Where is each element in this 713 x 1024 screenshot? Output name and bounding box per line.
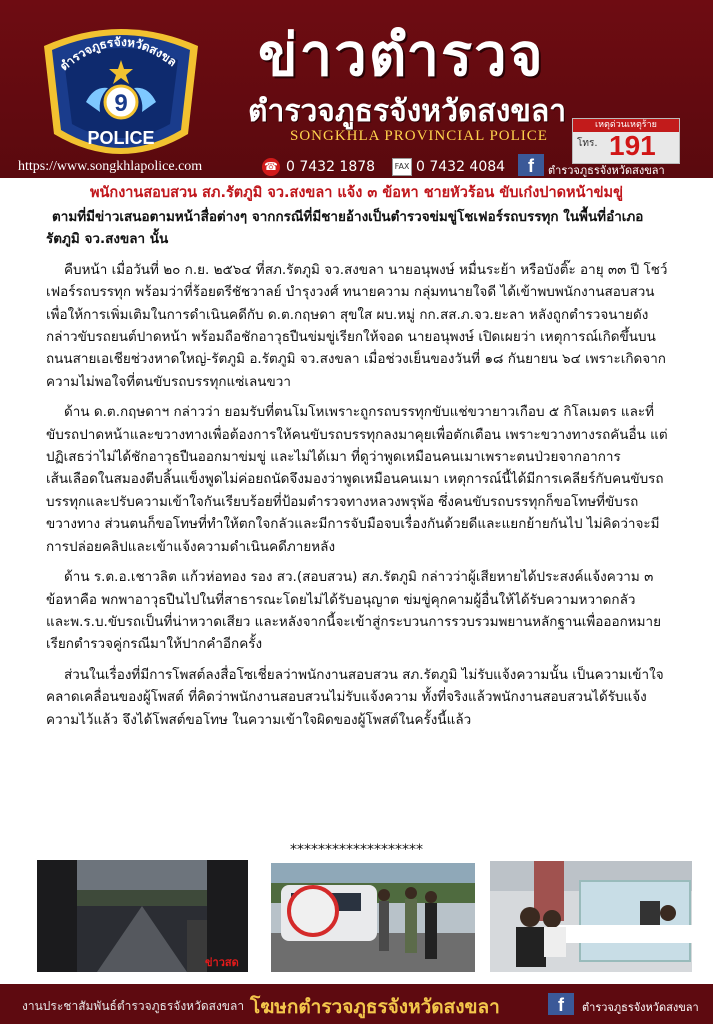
fax-icon: FAX [392, 158, 412, 176]
footer-spokesperson: โฆษกตำรวจภูธรจังหวัดสงขลา [250, 996, 500, 1018]
hotline-top-text: เหตุด่วนเหตุร้าย [573, 119, 679, 132]
phone-number: 0 7432 1878 [286, 159, 376, 175]
article-paragraph-3: ด้าน ร.ต.อ.เชาวลิต แก้วห่อทอง รอง สว.(สอบสวน) สภ.รัตภูมิ กล่าวว่าผู้เสียหายได้ประสงค์แจ้งความ ๓ ข้อหาคือ พกพาอาวุธปืนไปในที่สาธารณะโดยไม่ได้รับอนุญาต ข่มขู่คุกคามผู้อื่นให้ได้รับความหวาดกลัว และพ.ร.บ.ขับรถเป็นที่น่าหวาดเสียว และหลังจากนี้จะเข้าสู่กระบวนการรวบรวมพยานหลักฐานเพื่อออกหมายเรียกตำรวจคู่กรณีมาให้ปากคำอีกครั้ง [46, 569, 662, 653]
page-title: ข่าวตำรวจ [258, 21, 545, 89]
facebook-icon[interactable]: f [548, 993, 574, 1015]
footer-bar [0, 984, 713, 1024]
photo-road-clip [37, 860, 248, 972]
facebook-icon[interactable]: f [518, 154, 544, 176]
fax-number: 0 7432 4084 [416, 159, 506, 175]
photo-officers-van [271, 863, 475, 972]
article-paragraph-4: ส่วนในเรื่องที่มีการโพสต์ลงสื่อโซเชี่ยลว่าพนักงานสอบสวน สภ.รัตภูมิ ไม่รับแจ้งความนั้น เป็นความเข้าใจคลาดเคลื่อนของผู้โพสต์ ที่คิดว่าพนักงานสอบสวนไม่รับแจ้งความ ทั้งที่จริงแล้วพนักงานสอบสวนได้รับแจ้งความไว้แล้ว จึงได้โพสต์ขอโทษ ในความเข้าใจผิดของผู้โพสต์ในครั้งนี้แล้ว [46, 666, 664, 728]
article-paragraph-2: ด้าน ด.ต.กฤษดาฯ กล่าวว่า ยอมรับที่ตนโมโหเพราะถูกรถบรรทุกขับแช่ขวายาวเกือบ ๕ กิโลเมตร และที่ขับรถปาดหน้าและขวางทางเพื่อต้องการให้คนขับรถบรรทุกลงมาคุยเพื่อตักเตือน เพราะขวางทางรถคันอื่น แต่ปฏิเสธว่าไม่ได้ชักอาวุธปืนออกมาข่มขู่ และไม่ได้เมา ที่ดูว่าพูดเหมือนคนเมาเพราะตนป่วยจากอาการเส้นเลือดในสมองตีบลิ้นแข็งพูดไม่ค่อยถนัดจึงมองว่าพูดเหมือนคนเมา เหตุการณ์นี้ได้มีการเคลียร์กับคนขับรถบรรทุกและปรับความเข้าใจกันเรียบร้อยที่ป้อมตำรวจทางหลวงพรุพ้อ ซึ่งคนขับรถบรรทุกก็ขอโทษที่ขับรถขวางทาง ส่วนตนก็ขอโทษที่ทำให้ตกใจกลัวและมีการจับมือจบเรื่องกันด้วยดีและแยกย้ายกันไป ไม่คิดว่าจะมีการปล่อยคลิปและเข้าแจ้งความดำเนินคดีภายหลัง [46, 404, 668, 555]
badge-number: 9 [114, 90, 128, 117]
facebook-page-name[interactable]: ตำรวจภูธรจังหวัดสงขลา [548, 164, 665, 177]
page-subtitle-english: SONGKHLA PROVINCIAL POLICE [290, 128, 548, 144]
website-link[interactable]: https://www.songkhlapolice.com [18, 159, 203, 174]
phone-icon: ☎ [262, 158, 280, 176]
article-lead: ตามที่มีข่าวเสนอตามหน้าสื่อต่างๆ จากกรณีที่มีชายอ้างเป็นตำรวจข่มขู่โชเฟอร์รถบรรทุก ในพื้นที่อำเภอรัตภูมิ จว.สงขลา นั้น [46, 209, 644, 248]
contact-bar [0, 156, 713, 178]
photo-caption: ข่าวสด [205, 956, 239, 969]
page-subtitle: ตำรวจภูธรจังหวัดสงขลา [248, 94, 567, 129]
badge-ring-text: ตำรวจภูธรจังหวัดสงขล [57, 34, 180, 74]
hotline-number: 191 [609, 130, 656, 161]
header-banner [0, 0, 713, 178]
police-badge-icon [38, 16, 204, 164]
photo-police-office [490, 861, 692, 972]
footer-facebook-page-name[interactable]: ตำรวจภูธรจังหวัดสงขลา [582, 1001, 699, 1014]
article-headline: พนักงานสอบสวน สภ.รัตภูมิ จว.สงขลา แจ้ง ๓ ข้อหา ชายหัวร้อน ขับเก๋งปาดหน้าข่มขู่ [89, 185, 624, 201]
separator: ******************* [290, 842, 423, 858]
footer-pr-text: งานประชาสัมพันธ์ตำรวจภูธรจังหวัดสงขลา [22, 999, 245, 1013]
badge-word: POLICE [87, 128, 155, 148]
hotline-prefix: โทร. [577, 138, 598, 149]
article-paragraph-1: คืบหน้า เมื่อวันที่ ๒๐ ก.ย. ๒๕๖๔ ที่สภ.รัตภูมิ จว.สงขลา นายอนุพงษ์ หมื่นระย้า หรือบังติ๊ะ อายุ ๓๓ ปี โชว์เฟอร์รถบรรทุก พร้อมว่าที่ร้อยตรีชัชวาลย์ บำรุงวงศ์ ทนายความ กลุ่มทนายใจดี ได้เข้าพบพนักงานสอบสวนเพื่อให้การเพิ่มเติมในการดำเนินคดีกับ ด.ต.กฤษดา สุขใส ผบ.หมู่ กก.สส.ภ.จว.ยะลา หลังถูกตำรวจนายดังกล่าวขับรถยนต์ปาดหน้า พร้อมถือชักอาวุธปืนข่มขู่เรียกให้จอด นายอนุพงษ์ เปิดเผยว่า เหตุการณ์เกิดขึ้นบนถนนสายเอเชียช่วงหาดใหญ่-รัตภูมิ อ.รัตภูมิ จว.สงขลา เมื่อช่วงเย็นของวันที่ ๑๘ กันยายน ๖๔ เพราะเกิดจากความไม่พอใจที่ตนขับรถบรรทุกแซ่เลนขวา [46, 261, 668, 390]
article-body [46, 206, 668, 731]
